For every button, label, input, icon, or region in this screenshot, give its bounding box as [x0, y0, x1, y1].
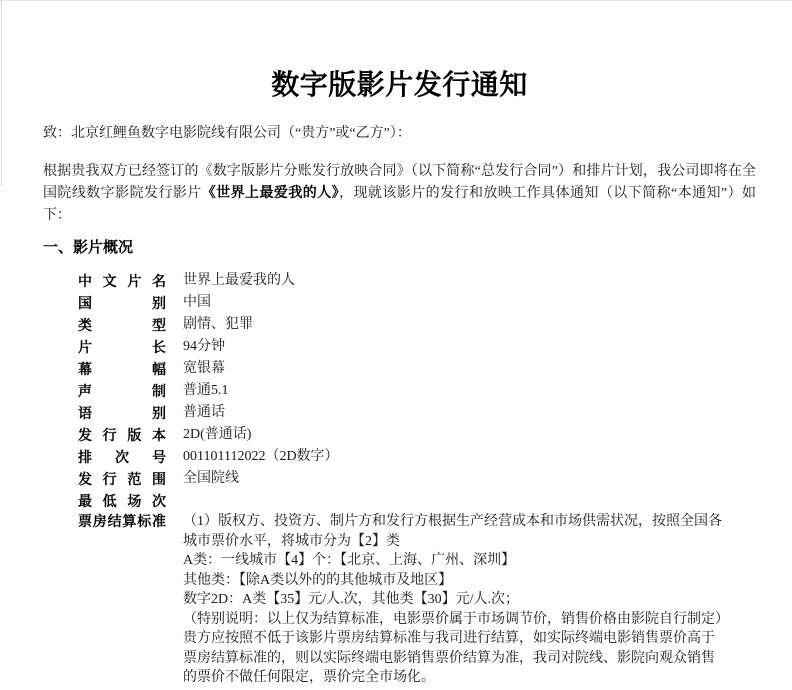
- row-value: 中国: [183, 295, 211, 310]
- settlement-line: 数字2D：A类【35】元/人.次，其他类【30】元/人.次；: [183, 592, 519, 607]
- table-row: [78, 314, 756, 336]
- settlement-line: 城市票价水平，将城市分为【2】类: [183, 533, 400, 549]
- settlement-line: （特别说明：以上仅为结算标准，电影票价属于市场调节价，销售价格由影院自行制定）: [183, 611, 729, 627]
- settlement-line: A类：一线城市【4】个：【北京、上海、广州、深圳】: [183, 553, 516, 568]
- intro-text-part1: 根据贵我双方已经签订的《数字版影片分账发行放映合同》（以下简称“总发行合同”）和排片计划，我公司即将在全国院线数字影院发行影片: [43, 164, 756, 201]
- row-label: 发 行 范 围: [78, 471, 166, 487]
- row-value: 全国院线: [183, 471, 239, 486]
- film-info-table: [43, 270, 756, 688]
- intro-text-part2: ，现就该影片的发行和放映工作具体通知（以下简称“本通知”）如下：: [43, 186, 756, 223]
- row-label: 最 低 场 次: [78, 493, 166, 509]
- row-value: 2D(普通话): [183, 427, 252, 442]
- row-value: 宽银幕: [183, 361, 225, 376]
- document-page: [0, 70, 792, 688]
- row-label: 票 房 结 算 标 准: [78, 513, 166, 529]
- row-value-multiline: [183, 512, 756, 688]
- row-label: 发 行 版 本: [78, 427, 166, 443]
- row-value: 普通话: [183, 405, 225, 420]
- row-label: 声 制: [78, 383, 166, 399]
- settlement-line: 贵方应按照不低于该影片票房结算标准与我司进行结算，如实际终端电影销售票价高于: [183, 631, 715, 646]
- table-row: [78, 358, 756, 380]
- row-label: 排 次 号: [78, 449, 166, 465]
- settlement-line: （1）版权方、投资方、制片方和发行方根据生产经营成本和市场供需状况，按照全国各: [183, 514, 722, 529]
- row-value: 世界上最爱我的人: [183, 273, 295, 288]
- table-row: [78, 336, 756, 358]
- row-value: 剧情、犯罪: [183, 317, 253, 332]
- row-value: 001101112022（2D数字）: [183, 449, 339, 464]
- row-label: 国 别: [78, 295, 166, 311]
- table-row: [78, 380, 756, 402]
- row-value: 普通5.1: [183, 383, 229, 398]
- film-title-bold: 《世界上最爱我的人》: [201, 186, 340, 201]
- table-row: [78, 402, 756, 424]
- row-label: 片 长: [78, 339, 166, 355]
- row-value: 94分钟: [183, 339, 225, 354]
- settlement-line: 票房结算标准的，则以实际终端电影销售票价结算为准，我司对院线、影院向观众销售: [183, 650, 715, 666]
- table-row: [78, 292, 756, 314]
- table-row: [78, 490, 756, 512]
- row-label: 类 型: [78, 317, 166, 333]
- page-top-edge: [0, 0, 792, 1]
- row-label: 中 文 片 名: [78, 273, 166, 289]
- row-label: 幕 幅: [78, 361, 166, 377]
- settlement-line: 其他类：【除A类以外的的其他城市及地区】: [183, 572, 453, 588]
- row-label: 语 别: [78, 405, 166, 421]
- table-row: [78, 446, 756, 468]
- addressee-line: 致：北京红鲤鱼数字电影院线有限公司（“贵方”或“乙方”）：: [43, 126, 411, 141]
- section-heading-film-overview: 一、影片概况: [43, 239, 134, 256]
- table-row: [78, 468, 756, 490]
- intro-paragraph: [43, 161, 756, 227]
- page-title: 数字版影片发行通知: [271, 69, 528, 100]
- table-row: [78, 512, 756, 688]
- settlement-line: 的票价不做任何限定，票价完全市场化。: [183, 670, 435, 685]
- table-row: [78, 270, 756, 292]
- table-row: [78, 424, 756, 446]
